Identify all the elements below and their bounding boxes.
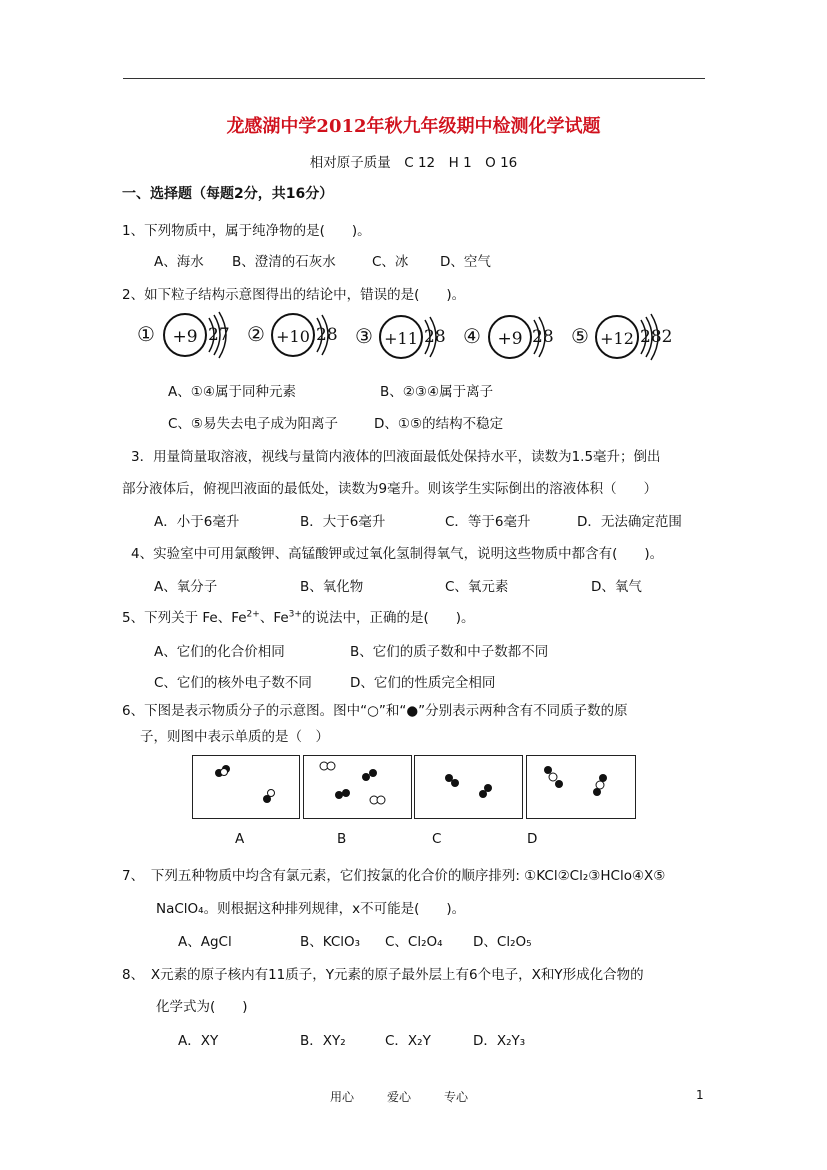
question-5-stem-part-3: 的说法中，正确的是( )。 [301,610,475,626]
molecule-diagram-d [527,756,635,818]
question-7-line-2: NaClO₄。则根据这种排列规律，x不可能是( )。 [156,901,466,917]
question-4-option-a: A、氧分子 [154,579,218,595]
question-4-option-d: D、氧气 [591,579,642,595]
question-8-line-1: 8、 X元素的原子核内有11质子，Y元素的原子最外层上有6个电子，X和Y形成化合物的 [122,967,644,983]
molecule-diagram-a [193,756,299,818]
question-1-option-a: A、海水 [154,254,204,270]
page-number: 1 [696,1088,704,1102]
question-8-option-b: B．XY₂ [300,1033,346,1049]
atom-5-nucleus: +12 [600,329,634,348]
question-2-option-a: A、①④属于同种元素 [168,384,296,400]
question-3-option-b: B．大于6毫升 [300,514,386,530]
question-7-line-1: 7、 下列五种物质中均含有氯元素，它们按氯的化合价的顺序排列: ①KCl②Cl₂③HClo④X⑤ [122,868,666,884]
question-3-option-d: D．无法确定范围 [577,514,682,530]
molecule-label-a: A [235,831,245,847]
question-5-option-a: A、它们的化合价相同 [154,644,285,660]
atom-5-shells: 282 [640,327,673,347]
molecule-box-a [192,755,300,819]
question-3-option-a: A．小于6毫升 [154,514,240,530]
question-7-option-b: B、KClO₃ [300,934,361,950]
molecule-box-c [414,755,523,819]
page-title: 龙感湖中学2012年秋九年级期中检测化学试题 [226,116,601,137]
footer-word-2: 爱心 [387,1090,412,1104]
molecule-label-c: C [432,831,442,847]
atom-5-number: ⑤ [571,324,589,348]
atom-3-number: ③ [355,324,373,348]
question-3-line-1: 3．用量筒量取溶液，视线与量筒内液体的凹液面最低处保持水平，读数为1.5毫升；倒出 [131,449,661,465]
header-rule [123,78,705,79]
atom-2-shells: 28 [316,325,338,345]
question-6-line-2: 子，则图中表示单质的是（ ） [140,729,329,745]
question-2-stem: 2、如下粒子结构示意图得出的结论中，错误的是( )。 [122,287,466,303]
atom-4-shells: 28 [532,327,554,347]
question-5-stem [122,606,475,626]
molecule-label-d: D [527,831,538,847]
question-7-option-d: D、Cl₂O₅ [473,934,532,950]
question-8-option-d: D．X₂Y₃ [473,1033,526,1049]
atom-structure-diagrams [135,310,680,362]
question-1-option-c: C、冰 [372,254,409,270]
question-1-stem: 1、下列物质中，属于纯净物的是( )。 [122,223,371,239]
question-4-stem: 4、实验室中可用氯酸钾、高锰酸钾或过氧化氢制得氧气，说明这些物质中都含有( )。 [131,546,664,562]
question-5-option-b: B、它们的质子数和中子数都不同 [350,644,549,660]
atom-1-number: ① [137,322,155,346]
question-3-line-2: 部分液体后，俯视凹液面的最低处，读数为9毫升。则该学生实际倒出的溶液体积（ ） [122,481,658,497]
question-8-line-2: 化学式为( ) [156,999,248,1015]
question-1-option-d: D、空气 [440,254,491,270]
atom-4-number: ④ [463,324,481,348]
relative-atomic-mass: 相对原子质量 C 12 H 1 O 16 [309,155,518,171]
question-5-option-c: C、它们的核外电子数不同 [154,675,312,691]
molecule-label-b: B [337,831,347,847]
molecule-box-b [303,755,412,819]
question-8-option-a: A．XY [178,1033,219,1049]
atom-1-nucleus: +9 [172,327,198,347]
question-5-option-d: D、它们的性质完全相同 [350,675,496,691]
section-heading: 一、选择题（每题2分，共16分） [122,186,334,202]
question-5-stem-part-1: 5、下列关于 Fe、Fe [122,610,247,626]
atom-4-nucleus: +9 [497,329,523,349]
footer-word-3: 专心 [444,1090,469,1104]
question-5-stem-part-2: 、Fe [259,610,289,626]
question-2-option-c: C、⑤易失去电子成为阳离子 [168,416,339,432]
atom-3-nucleus: +11 [384,329,418,348]
question-1-option-b: B、澄清的石灰水 [232,254,336,270]
question-4-option-b: B、氧化物 [300,579,364,595]
molecule-diagram-c [415,756,522,818]
atom-2-nucleus: +10 [276,327,310,346]
question-3-option-c: C．等于6毫升 [445,514,531,530]
question-7-option-c: C、Cl₂O₄ [385,934,443,950]
fe2-charge: 2+ [246,609,260,620]
footer-word-1: 用心 [330,1090,355,1104]
question-8-option-c: C．X₂Y [385,1033,431,1049]
question-2-option-b: B、②③④属于离子 [380,384,494,400]
molecule-diagram-b [304,756,411,818]
atom-2-number: ② [247,322,265,346]
fe3-charge: 3+ [288,609,302,620]
atom-1-shells: 27 [208,325,230,345]
question-4-option-c: C、氧元素 [445,579,509,595]
molecule-box-d [526,755,636,819]
question-6-line-1: 6、下图是表示物质分子的示意图。图中“○”和“●”分别表示两种含有不同质子数的原 [122,703,628,719]
question-2-option-d: D、①⑤的结构不稳定 [374,416,504,432]
question-7-option-a: A、AgCl [178,934,232,950]
atom-3-shells: 28 [424,327,446,347]
